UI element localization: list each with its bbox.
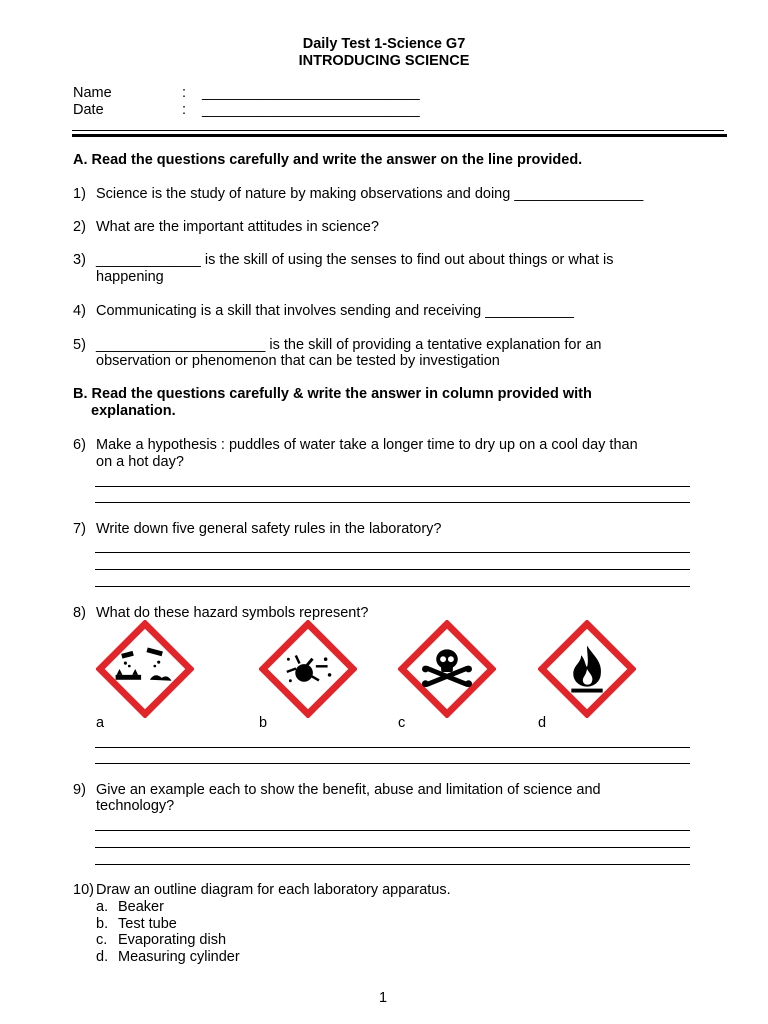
answer-line-9c[interactable] [95,864,690,865]
section-a-heading: A. Read the questions carefully and write the answer on the line provided. [73,152,583,168]
apparatus-letter-d: d. [96,949,109,965]
question-6-text-line-2: on a hot day? [96,454,184,470]
question-4-number: 4) [73,303,86,319]
question-5-text-line-1: _____________________ is the skill of providing a tentative explanation for an [96,337,602,353]
question-9-text-line-1: Give an example each to show the benefit, abuse and limitation of science and [96,782,601,798]
section-b-heading-line-1: B. Read the questions carefully & write the answer in column provided with [73,386,592,402]
question-2-text: What are the important attitudes in science? [96,219,379,235]
toxic-icon [398,620,496,718]
apparatus-letter-c: c. [96,932,108,948]
hazard-letter-c: c [398,715,406,731]
hazard-letter-b: b [259,715,268,731]
question-9-number: 9) [73,782,86,798]
answer-line-9b[interactable] [95,847,690,848]
hazard-symbol-c [398,620,496,718]
answer-line-7c[interactable] [95,586,690,587]
date-label: Date [73,102,104,118]
explosive-icon [259,620,357,718]
question-7-number: 7) [73,521,86,537]
question-6-text-line-1: Make a hypothesis : puddles of water take a longer time to dry up on a cool day than [96,437,638,453]
question-4-text: Communicating is a skill that involves sending and receiving ___________ [96,303,574,319]
hazard-symbol-d [538,620,636,718]
date-colon: : [182,102,187,118]
answer-line-9a[interactable] [95,830,690,831]
question-5-text-line-2: observation or phenomenon that can be tested by investigation [96,353,500,369]
question-10-text: Draw an outline diagram for each laboratory apparatus. [96,882,451,898]
question-8-text: What do these hazard symbols represent? [96,605,369,621]
name-blank[interactable]: ___________________________ [202,85,420,101]
question-3-text-line-1: _____________ is the skill of using the senses to find out about things or what is [96,252,614,268]
question-1-number: 1) [73,186,86,202]
question-3-text-line-2: happening [96,269,164,285]
answer-line-6b[interactable] [95,502,690,503]
question-7-text: Write down five general safety rules in the laboratory? [96,521,442,537]
corrosive-icon [96,620,194,718]
answer-line-7a[interactable] [95,552,690,553]
hazard-symbol-b [259,620,357,718]
answer-line-6a[interactable] [95,486,690,487]
apparatus-measuring-cylinder: Measuring cylinder [118,949,240,965]
hazard-symbol-a [96,620,194,718]
question-1-text: Science is the study of nature by making observations and doing ________________ [96,186,644,202]
apparatus-test-tube: Test tube [118,916,177,932]
apparatus-beaker: Beaker [118,899,164,915]
flammable-icon [538,620,636,718]
test-subtitle: INTRODUCING SCIENCE [298,53,470,69]
question-2-number: 2) [73,219,86,235]
question-10-number: 10) [73,882,94,898]
header-divider-thick [72,134,727,137]
apparatus-evaporating-dish: Evaporating dish [118,932,227,948]
test-title: Daily Test 1-Science G7 [302,36,466,52]
apparatus-letter-a: a. [96,899,109,915]
question-8-number: 8) [73,605,86,621]
page-number: 1 [379,990,388,1006]
question-5-number: 5) [73,337,86,353]
name-label: Name [73,85,112,101]
apparatus-letter-b: b. [96,916,109,932]
hazard-letter-a: a [96,715,105,731]
answer-line-8b[interactable] [95,763,690,764]
question-6-number: 6) [73,437,86,453]
answer-line-7b[interactable] [95,569,690,570]
question-3-number: 3) [73,252,86,268]
answer-line-8a[interactable] [95,747,690,748]
date-blank[interactable]: ___________________________ [202,102,420,118]
section-b-heading-line-2: explanation. [91,403,176,419]
header-divider-thin [72,130,724,131]
question-9-text-line-2: technology? [96,798,175,814]
hazard-letter-d: d [538,715,547,731]
name-colon: : [182,85,187,101]
